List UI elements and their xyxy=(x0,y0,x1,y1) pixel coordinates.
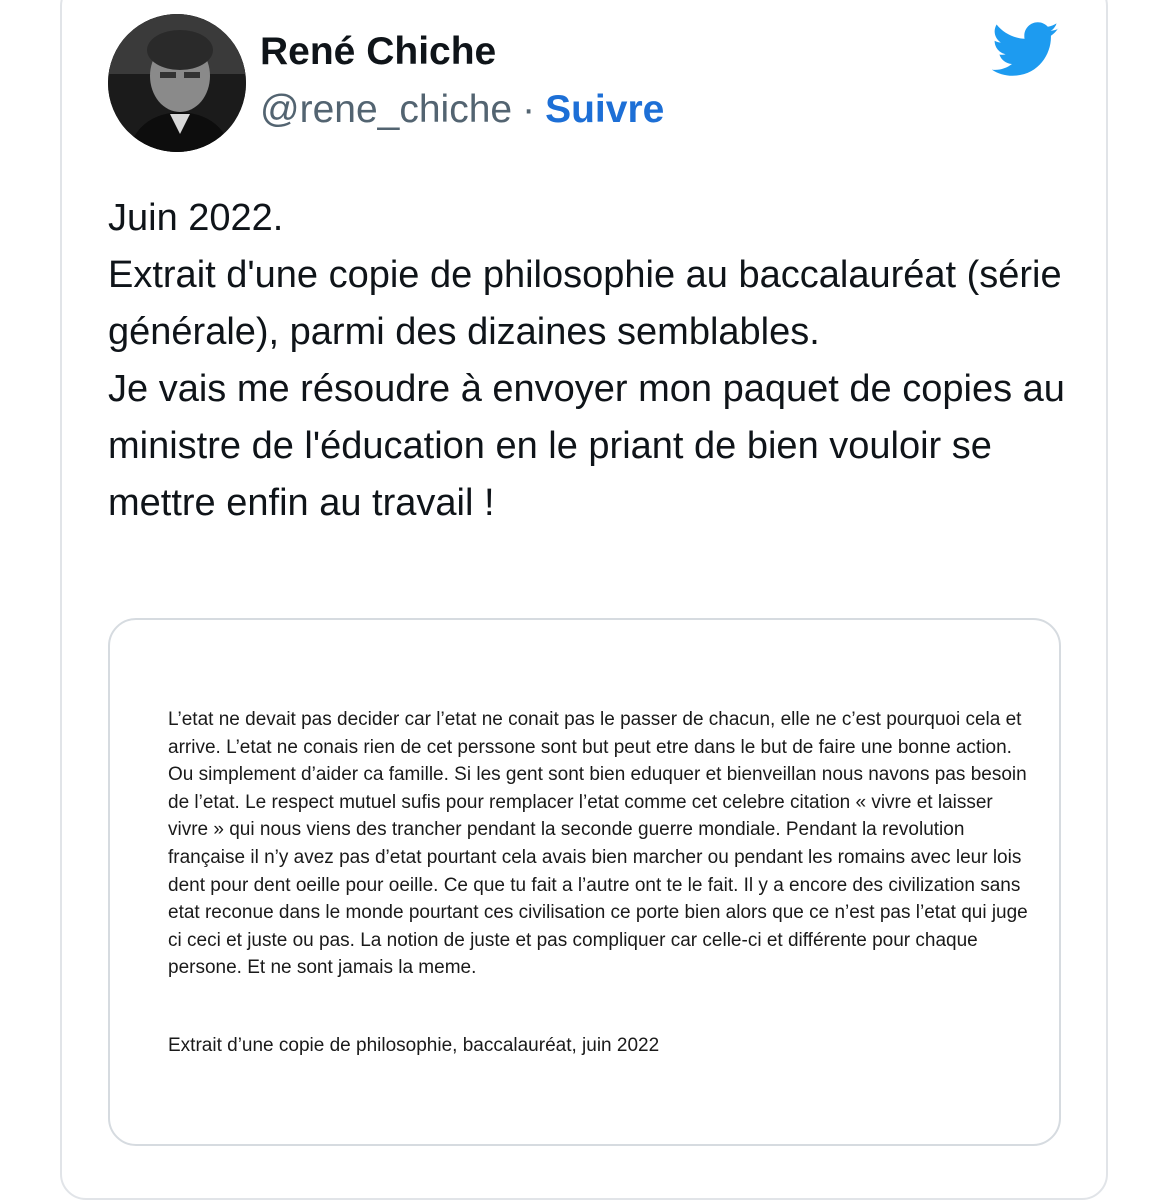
avatar-photo xyxy=(108,14,246,152)
separator-dot: · xyxy=(522,88,536,131)
follow-button[interactable]: Suivre xyxy=(545,88,665,131)
tweet-line-comment: Je vais me résoudre à envoyer mon paquet de copies au ministre de l'éducation en le priant de bien vouloir se mettre enfin au travail ! xyxy=(108,368,1065,524)
tweet-line-context: Extrait d'une copie de philosophie au baccalauréat (série générale), parmi des dizaines semblables. xyxy=(108,254,1062,353)
tweet-text xyxy=(108,190,1098,532)
author-handle-row xyxy=(260,88,664,132)
tweet-line-date: Juin 2022. xyxy=(108,197,284,239)
twitter-bird-icon[interactable] xyxy=(992,22,1060,78)
exam-excerpt-text: L’etat ne devait pas decider car l’etat ne conait pas le passer de chacun, elle ne c’est pourquoi cela et arrive. L’etat ne conais rien de cet perssone sont but peut etre dans le but de faire une bonne action. Ou simplement d’aider ca famille. Si les gent sont bien eduquer et bienveillan nous navons pas besoin de l’etat. Le respect mutuel sufis pour remplacer l’etat comme cet celebre citation « vivre et laisser vivre » qui nous viens des trancher pendant la seconde guerre mondiale. Pendant la revolution française il n’y avez pas d’etat pourtant cela avais bien marcher ou pendant les romains avec leur lois dent pour dent oeille pour oeille. Ce que tu fait a l’autre ont te le fait. Il y a encore des civilization sans etat reconue dans le monde pourtant ces civilisation ce porte bien alors que ce n’est pas l’etat qui juge ci ceci et juste ou pas. La notion de juste et pas compliquer car celle-ci et différente pour chaque persone. Et ne sont jamais la meme. xyxy=(168,709,1028,979)
avatar[interactable] xyxy=(108,14,246,152)
author-name[interactable]: René Chiche xyxy=(260,30,497,73)
exam-excerpt-caption: Extrait d’une copie de philosophie, baccalauréat, juin 2022 xyxy=(168,1035,660,1056)
attached-image-card[interactable] xyxy=(108,618,1061,1146)
author-handle[interactable]: @rene_chiche xyxy=(260,88,513,131)
